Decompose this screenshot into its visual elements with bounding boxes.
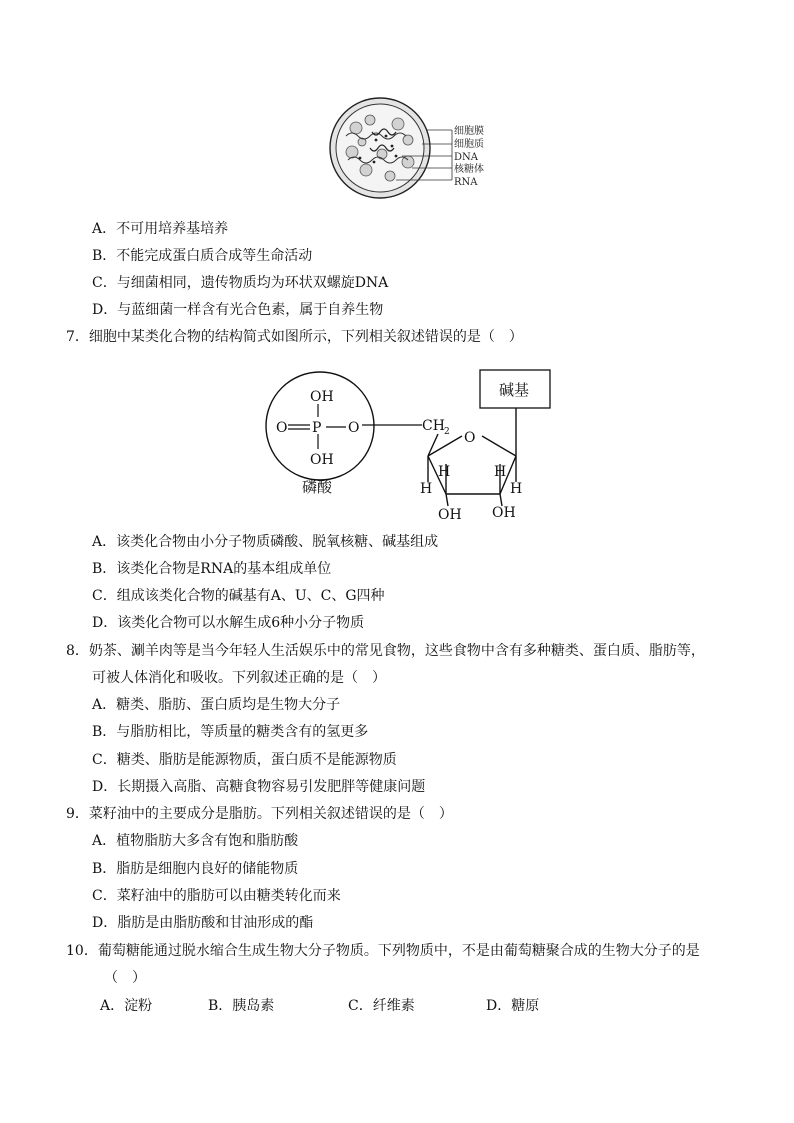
q10-option-c[interactable]: C．纤维素 — [348, 998, 415, 1014]
q8-option-d[interactable]: D．长期摄入高脂、高糖食物容易引发肥胖等健康问题 — [92, 779, 426, 795]
cell-label-dna: DNA — [454, 152, 478, 163]
ch2-label: CH — [422, 418, 445, 434]
q10-stem-line1: 10．葡萄糖能通过脱水缩合生成生物大分子物质。下列物质中，不是由葡萄糖聚合成的生物大分子的是 — [66, 943, 700, 959]
cell-label-ribosome: 核糖体 — [454, 164, 484, 175]
base-label: 碱基 — [499, 381, 530, 399]
q10-option-b[interactable]: B．胰岛素 — [208, 998, 275, 1014]
o-right: O — [348, 420, 360, 436]
q10-option-d[interactable]: D．糖原 — [486, 998, 540, 1014]
q9-option-b[interactable]: B．脂肪是细胞内良好的储能物质 — [92, 861, 299, 877]
h-2: H — [420, 481, 433, 497]
h-3: H — [494, 464, 507, 480]
q6-option-b[interactable]: B．不能完成蛋白质合成等生命活动 — [92, 248, 313, 264]
q6-option-a[interactable]: A．不可用培养基培养 — [92, 221, 229, 237]
cell-diagram — [326, 96, 506, 206]
oh-bottom: OH — [310, 452, 334, 468]
q10-option-a[interactable]: A．淀粉 — [100, 998, 153, 1014]
cell-label-membrane: 细胞膜 — [454, 126, 484, 137]
q7-stem: 7．细胞中某类化合物的结构简式如图所示，下列相关叙述错误的是（ ） — [66, 329, 523, 345]
q7-option-c[interactable]: C．组成该类化合物的碱基有A、U、C、G四种 — [92, 588, 385, 604]
cell-label-rna: RNA — [454, 177, 478, 188]
oh-sugar-1: OH — [438, 507, 462, 523]
q8-stem-line1: 8．奶茶、涮羊肉等是当今年轻人生活娱乐中的常见食物，这些食物中含有多种糖类、蛋白质、脂肪等， — [66, 643, 705, 659]
q8-option-a[interactable]: A．糖类、脂肪、蛋白质均是生物大分子 — [92, 697, 341, 713]
q8-option-c[interactable]: C．糖类、脂肪是能源物质，蛋白质不是能源物质 — [92, 752, 397, 768]
nucleotide-diagram — [262, 364, 562, 524]
phosphate-label: 磷酸 — [302, 478, 333, 496]
ch2-subscript: 2 — [444, 427, 450, 437]
oh-top: OH — [310, 389, 334, 405]
oh-sugar-2: OH — [492, 505, 516, 521]
q9-option-a[interactable]: A．植物脂肪大多含有饱和脂肪酸 — [92, 833, 299, 849]
q10-stem-line2: （ ） — [104, 970, 146, 986]
q7-option-a[interactable]: A．该类化合物由小分子物质磷酸、脱氧核糖、碱基组成 — [92, 534, 439, 550]
q8-stem-line2: 可被人体消化和吸收。下列叙述正确的是（ ） — [92, 670, 386, 686]
h-4: H — [510, 481, 523, 497]
ring-oxygen: O — [464, 430, 476, 446]
o-left: O — [276, 420, 288, 436]
q6-option-d[interactable]: D．与蓝细菌一样含有光合色素，属于自养生物 — [92, 302, 384, 318]
h-1: H — [438, 464, 451, 480]
q8-option-b[interactable]: B．与脂肪相比，等质量的糖类含有的氢更多 — [92, 724, 369, 740]
cell-label-cytoplasm: 细胞质 — [454, 139, 484, 150]
q9-option-d[interactable]: D．脂肪是由脂肪酸和甘油形成的酯 — [92, 915, 314, 931]
q7-option-d[interactable]: D．该类化合物可以水解生成6种小分子物质 — [92, 615, 365, 631]
q7-option-b[interactable]: B．该类化合物是RNA的基本组成单位 — [92, 561, 332, 577]
q9-option-c[interactable]: C．菜籽油中的脂肪可以由糖类转化而来 — [92, 888, 341, 904]
q6-option-c[interactable]: C．与细菌相同，遗传物质均为环状双螺旋DNA — [92, 275, 389, 291]
q9-stem: 9．菜籽油中的主要成分是脂肪。下列相关叙述错误的是（ ） — [66, 806, 453, 822]
p-atom: P — [312, 420, 322, 436]
